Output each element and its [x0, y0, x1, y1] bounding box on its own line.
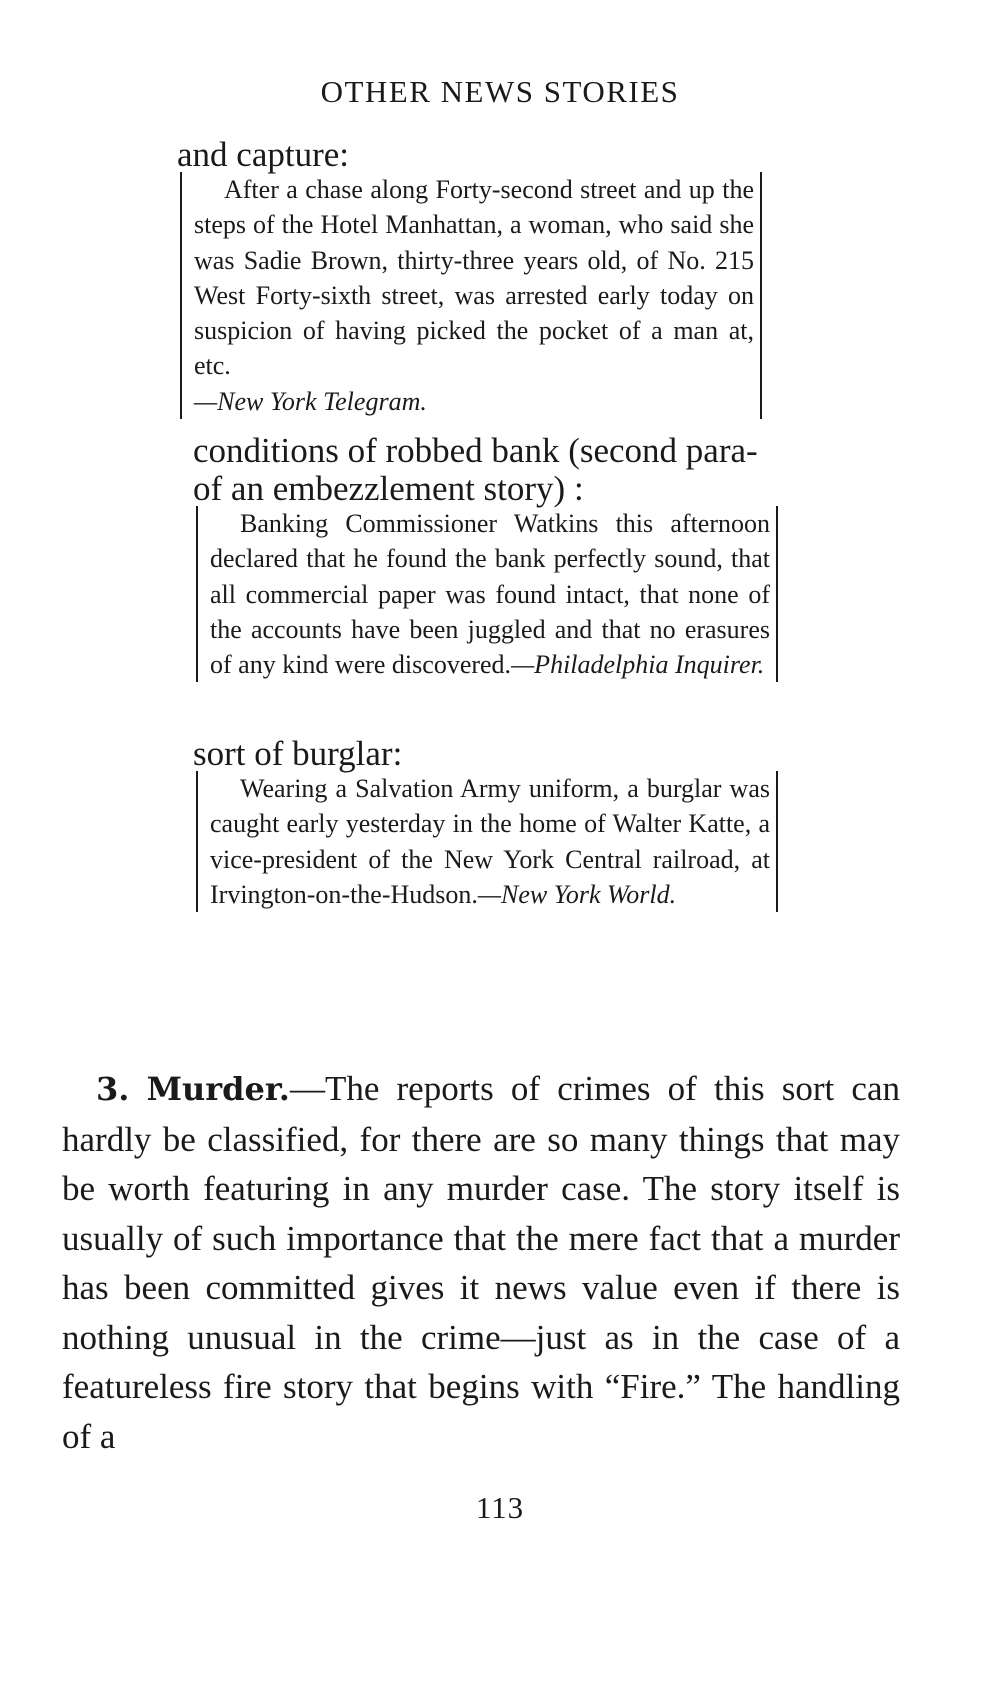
- example-source: —Philadelphia Inquirer.: [511, 650, 765, 680]
- page-number: 113: [475, 1490, 525, 1525]
- example-body: Banking Commissioner Watkins this afternoon declared that he found the bank perfectly sound, that all commercial paper was found intact, that none of the accounts have been juggled and that no erasures of any kind were discovered.: [210, 509, 770, 680]
- quoted-example-box: [180, 172, 762, 419]
- quoted-example-box: [196, 771, 778, 912]
- example-text: [210, 506, 770, 682]
- label-rest: and capture:: [177, 135, 349, 174]
- example-text: [210, 771, 770, 912]
- paragraph-heading: Murder.: [146, 1070, 290, 1108]
- example-body: After a chase along Forty-second street and up the steps of the Hotel Manhattan, a woman, who said she was Sadie Brown, thirty-three years old, of No. 215 West Forty-sixth street, was arrested early today on suspicion of having picked the pocket of a man at, etc.: [194, 175, 754, 381]
- example-source: —New York World.: [477, 879, 677, 909]
- paragraph-text: —The reports of crimes of this sort can hardly be classified, for there are so many things that may be worth featuring in any murder case. The story itself is usually of such importance that the mere fact that a murder has been committed gives it news value even if there is nothing unusual in the crime—just as in the case of a featureless fire story that begins with “Fire.” The handling of a: [62, 1069, 901, 1456]
- label-rest: conditions of robbed bank (second para-: [193, 431, 758, 470]
- example-body: Wearing a Salvation Army uniform, a burglar was caught early yesterday in the home of Walter Katte, a vice-president of the New York Central railroad, at Irvington-on-the-Hudson.: [210, 774, 770, 909]
- label-rest: sort of burglar:: [193, 734, 403, 773]
- label-rest: of an embezzlement story) :: [193, 469, 584, 508]
- running-head: OTHER NEWS STORIES: [320, 74, 680, 109]
- example-source: —New York Telegram.: [194, 386, 427, 416]
- quoted-example-box: [196, 506, 778, 682]
- example-text: [194, 172, 754, 419]
- body-paragraph: [62, 1064, 900, 1461]
- paragraph-number: 3.: [96, 1070, 130, 1108]
